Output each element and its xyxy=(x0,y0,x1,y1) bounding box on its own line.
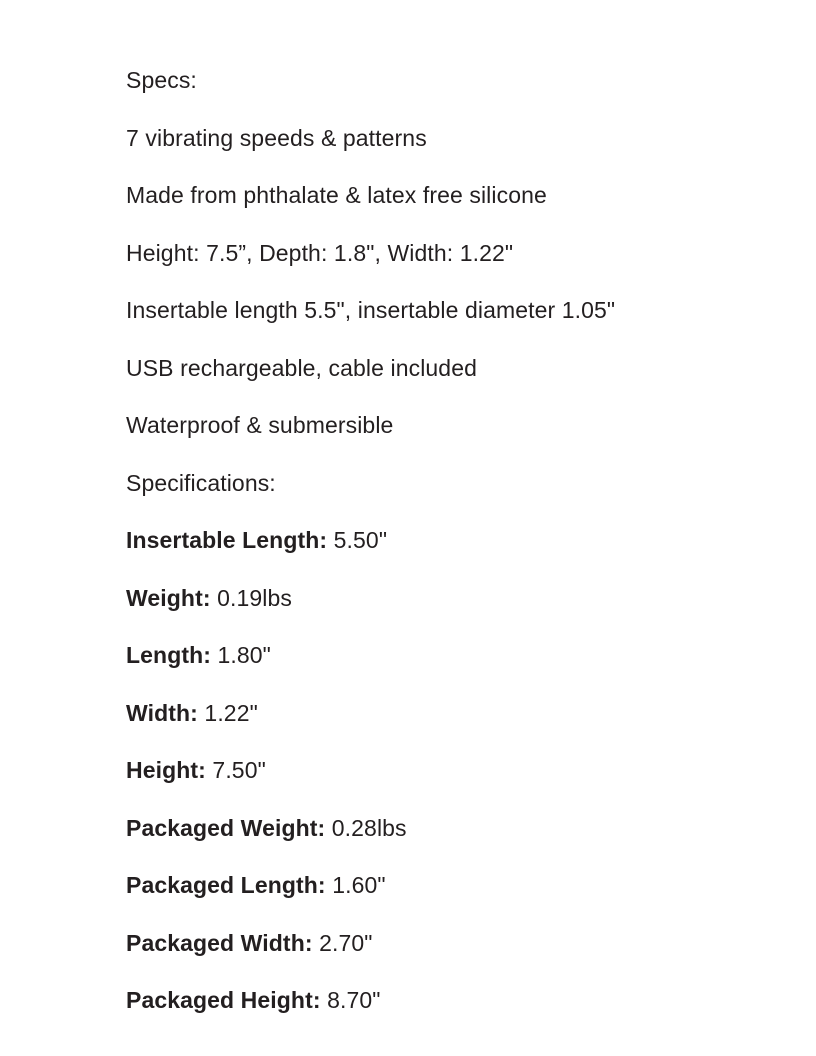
specification-row xyxy=(126,857,756,915)
specification-label: Packaged Height: xyxy=(126,987,321,1013)
specification-value: 0.19lbs xyxy=(217,584,292,611)
specification-value: 2.70" xyxy=(319,929,373,956)
spec-bullet: Made from phthalate & latex free silicone xyxy=(126,182,547,208)
specs-heading: Specs: xyxy=(126,67,197,93)
specification-value: 1.22" xyxy=(204,699,258,726)
specification-label: Packaged Width: xyxy=(126,929,313,956)
specification-value: 1.60" xyxy=(332,872,386,898)
specs-section xyxy=(126,52,756,1030)
specification-value: 5.50" xyxy=(333,527,388,553)
specification-label: Width: xyxy=(126,699,198,726)
spec-bullet: USB rechargeable, cable included xyxy=(126,354,477,381)
specification-row xyxy=(126,972,756,1030)
specification-row xyxy=(126,570,756,628)
spec-bullet: Waterproof & submersible xyxy=(126,412,394,438)
spec-bullet: 7 vibrating speeds & patterns xyxy=(126,124,427,151)
specification-row xyxy=(126,800,756,858)
specification-label: Packaged Weight: xyxy=(126,814,326,841)
specification-value: 0.28lbs xyxy=(331,814,407,841)
specification-value: 1.80" xyxy=(217,642,271,668)
specification-value: 8.70" xyxy=(327,987,381,1013)
spec-bullet: Insertable length 5.5", insertable diameter 1.05" xyxy=(126,297,616,323)
specification-row xyxy=(126,742,756,800)
specification-row xyxy=(126,915,756,973)
specification-label: Length: xyxy=(126,642,212,668)
specification-row xyxy=(126,512,756,570)
specification-label: Packaged Length: xyxy=(126,872,326,898)
specification-label: Height: xyxy=(126,757,206,783)
specification-value: 7.50" xyxy=(212,757,266,783)
specification-row xyxy=(126,685,756,743)
specifications-heading: Specifications: xyxy=(126,469,276,496)
specification-label: Weight: xyxy=(126,584,211,611)
specification-row xyxy=(126,627,756,685)
spec-bullet: Height: 7.5”, Depth: 1.8", Width: 1.22" xyxy=(126,239,514,266)
specification-label: Insertable Length: xyxy=(126,527,328,553)
